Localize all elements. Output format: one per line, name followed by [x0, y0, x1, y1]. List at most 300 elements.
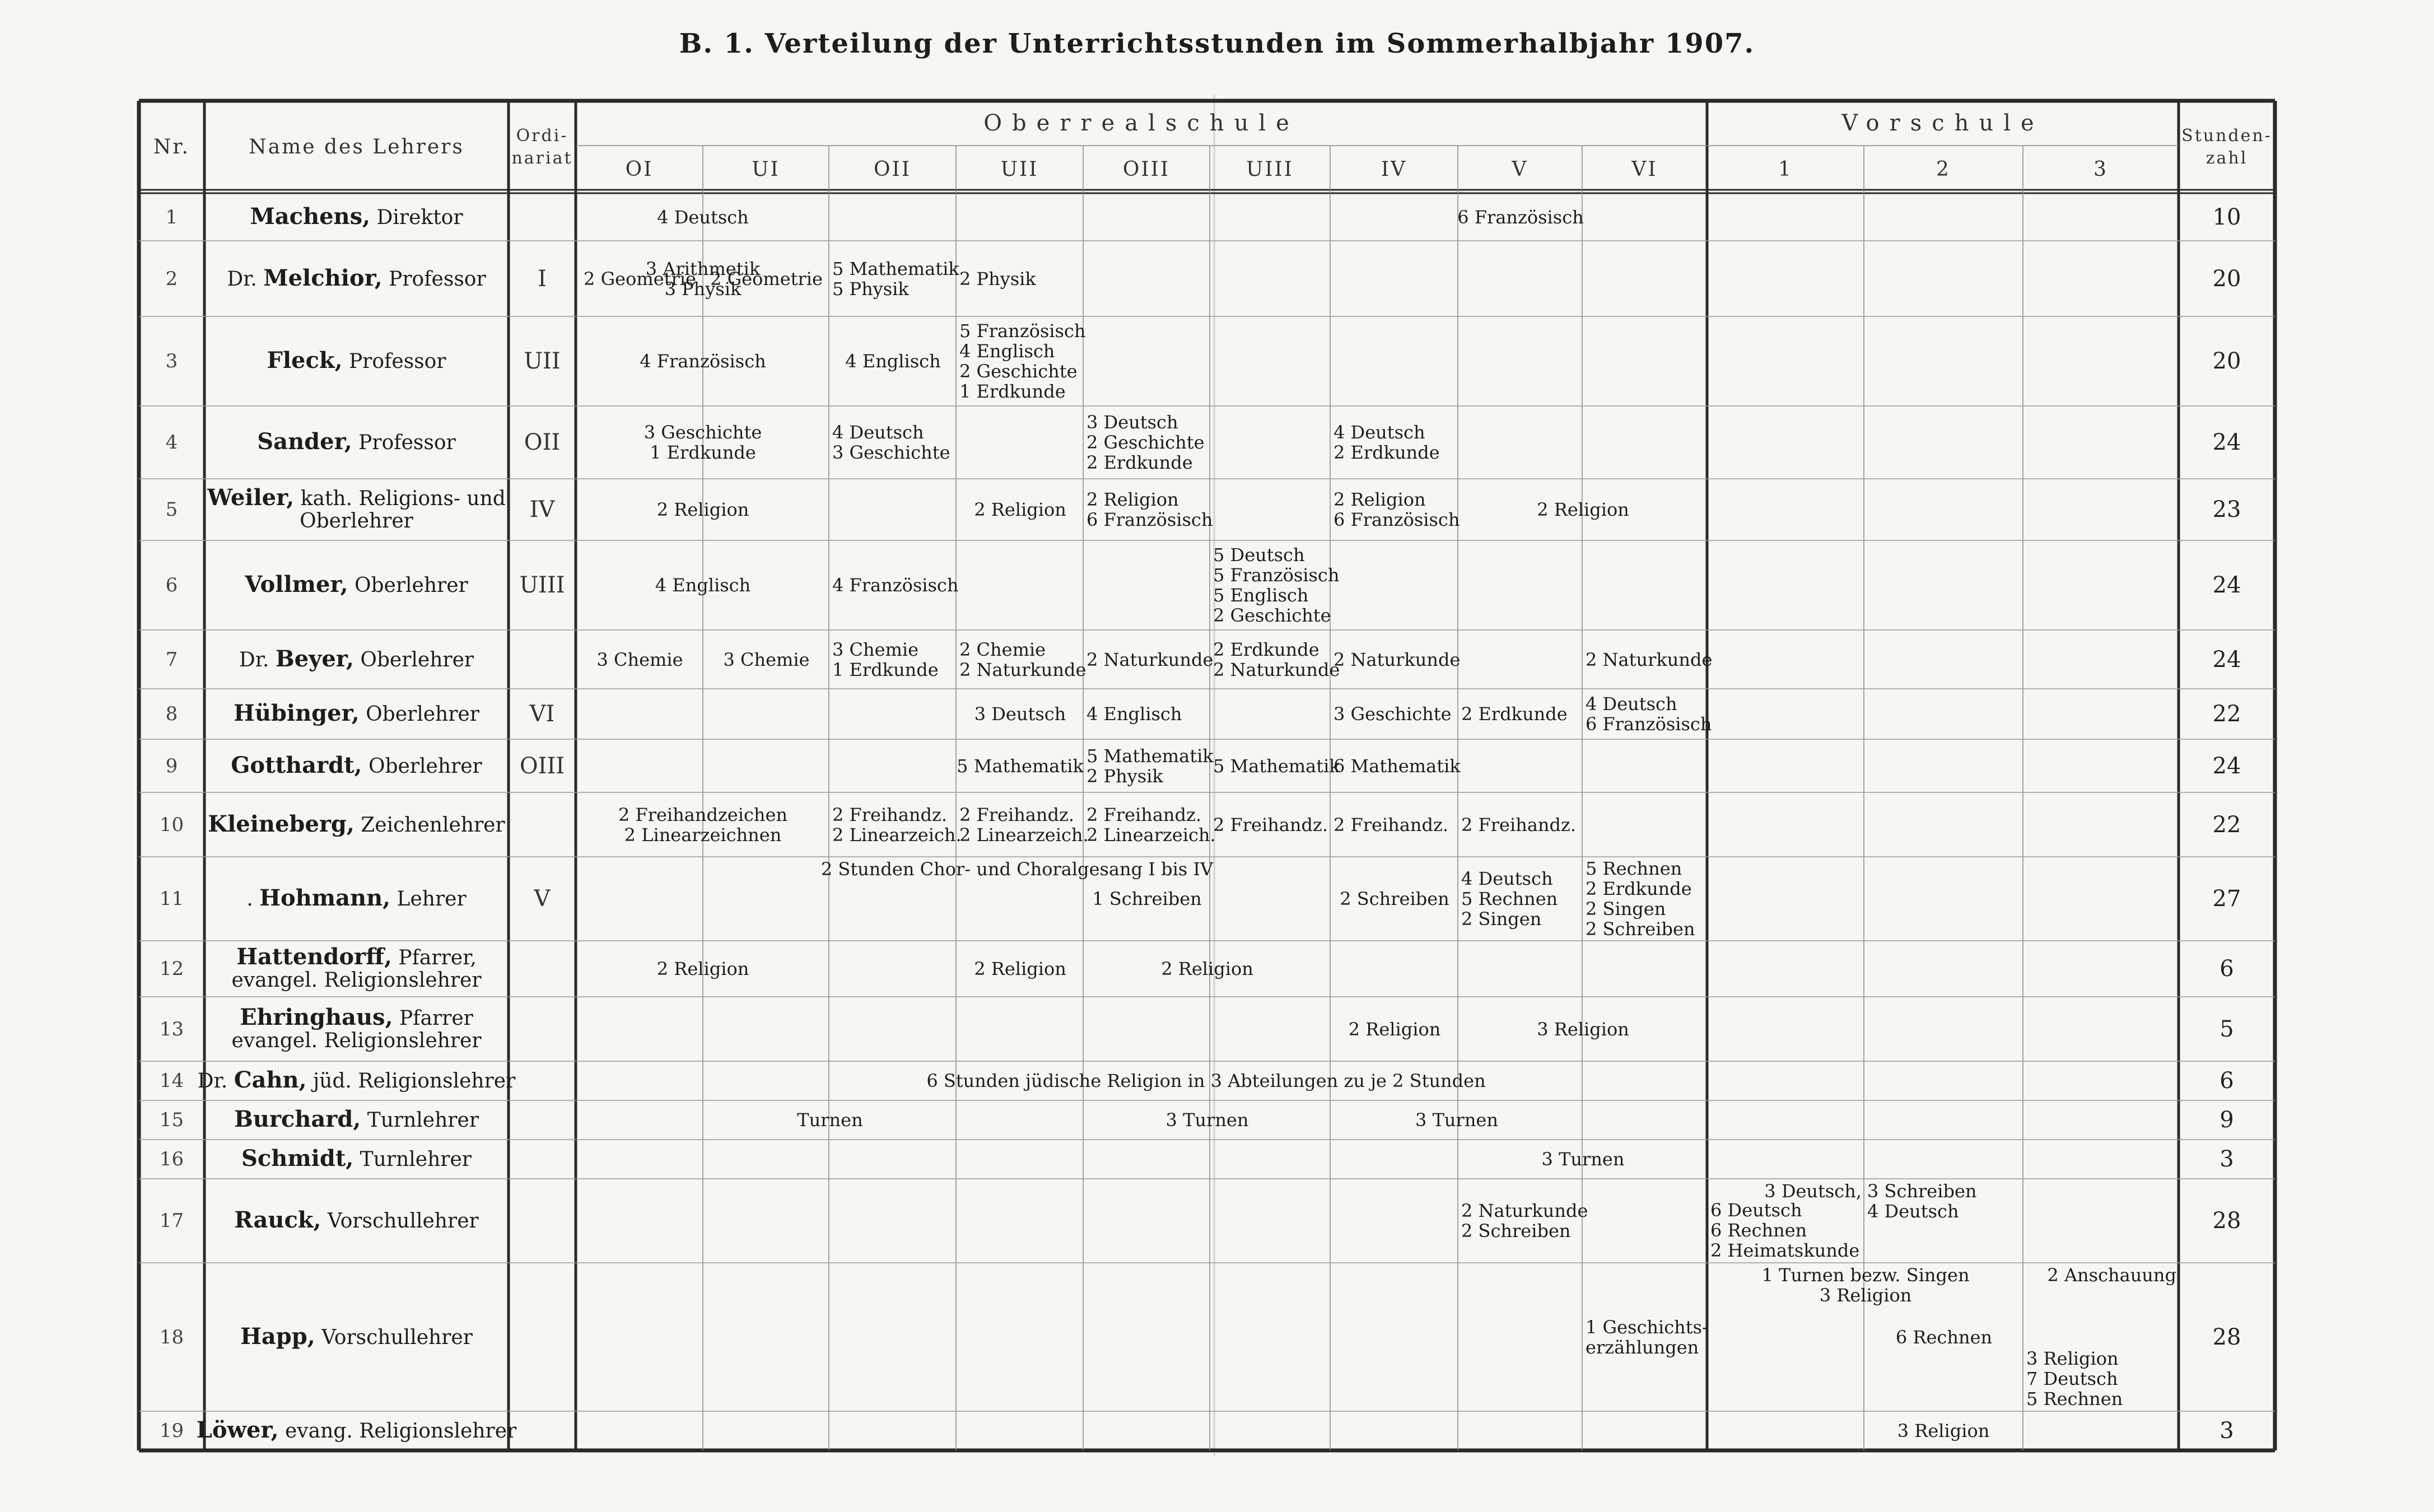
subject-line: 2 Freihandz.: [1213, 814, 1328, 836]
subject-line: 3 Religion: [1537, 1018, 1629, 1040]
subject-assignment: [706, 632, 827, 687]
subject-assignment: [1087, 1103, 1328, 1137]
subject-line: 2 Linearzeichnen: [624, 824, 782, 846]
subject-assignment: [1586, 859, 1705, 939]
row-number-value: 3: [165, 350, 178, 372]
subject-assignment: [1087, 859, 1207, 939]
subject-line: 5 Mathematik: [1213, 755, 1340, 777]
teacher-name: [204, 630, 509, 689]
teacher-surname: Schmidt,: [241, 1145, 354, 1172]
subject-line: 4 Englisch: [959, 340, 1055, 362]
row-number: [139, 540, 204, 630]
subject-line: 3 Chemie: [596, 648, 683, 670]
subject-assignment: [1461, 1142, 1705, 1177]
subject-assignment: [959, 319, 1086, 404]
subject-line: 2 Naturkunde: [1333, 648, 1461, 670]
header-class-label: 3: [2093, 157, 2108, 181]
stundenzahl: [2179, 193, 2275, 241]
teacher-name-line: [267, 349, 446, 373]
teacher-name-line: [197, 1419, 517, 1443]
stundenzahl: [2179, 857, 2275, 941]
header-class-label: UII: [1000, 157, 1039, 181]
subject-assignment: [1087, 741, 1214, 790]
subject-line: 2 Heimatskunde: [1710, 1240, 1860, 1261]
header-ordinariat-line: nariat: [511, 148, 573, 168]
teacher-surname: Cahn,: [234, 1067, 307, 1093]
subject-line: 1 Erdkunde: [959, 381, 1066, 402]
subject-line: 2 Erdkunde: [1213, 638, 1319, 660]
subject-line: 2 Chemie: [959, 638, 1046, 660]
subject-line: 6 Mathematik: [1333, 755, 1461, 777]
teacher-surname: Weiler,: [207, 484, 295, 511]
subject-assignment: [1333, 999, 1456, 1059]
teacher-name: [197, 1061, 516, 1100]
subject-line: 6 Rechnen: [1895, 1326, 1993, 1348]
row-number-value: 11: [159, 888, 184, 910]
subject-assignment: [832, 1063, 1580, 1098]
subject-line: 4 Deutsch: [1867, 1201, 1959, 1222]
header-ordinariat-line: Ordi-: [516, 125, 568, 146]
subject-line: 2 Erdkunde: [1586, 878, 1692, 899]
subject-assignment: [832, 408, 954, 477]
subject-assignment: [1867, 1181, 2021, 1261]
row-number-value: 8: [165, 703, 178, 725]
header-class-label: 2: [1936, 157, 1951, 181]
subject-assignment: [579, 1103, 1081, 1137]
stundenzahl-value: 24: [2212, 572, 2241, 598]
subject-line: 2 Naturkunde: [1586, 648, 1713, 670]
subject-assignment: [579, 319, 827, 404]
teacher-title: Oberlehrer: [360, 648, 474, 671]
ordinariat-value: UIII: [519, 572, 565, 598]
subject-assignment: [579, 481, 827, 538]
row-number-value: 17: [159, 1210, 184, 1232]
subject-assignment: [1087, 481, 1213, 538]
stundenzahl: [2179, 941, 2275, 997]
header-nr-label: Nr.: [153, 135, 190, 158]
subject-line: 2 Schreiben: [1461, 1220, 1571, 1242]
header-vorschule-class-2: [1864, 146, 2023, 193]
stundenzahl: [2179, 540, 2275, 630]
row-number: [139, 1411, 204, 1450]
stundenzahl-value: 3: [2219, 1418, 2234, 1444]
teacher-surname: Machens,: [250, 203, 371, 230]
subject-line: 3 Turnen: [1541, 1149, 1625, 1170]
subject-line: 2 Freihandz.: [959, 804, 1075, 825]
subject-line: 4 Englisch: [655, 575, 751, 596]
subject-line: 2 Religion: [656, 499, 749, 520]
subject-assignment: [1087, 795, 1216, 855]
subject-line: 2 Religion: [1348, 1018, 1441, 1040]
header-class-ui: [703, 146, 829, 193]
header-class-uiii: [1210, 146, 1330, 193]
subject-line: 2 Erdkunde: [1087, 452, 1193, 473]
teacher-name-line: [236, 946, 477, 969]
stundenzahl-value: 24: [2212, 646, 2241, 673]
subject-assignment: [1087, 632, 1214, 687]
stundenzahl-value: 28: [2212, 1324, 2241, 1350]
subject-assignment: [706, 243, 827, 314]
stundenzahl: [2179, 1100, 2275, 1140]
teacher-name-line: [234, 1108, 479, 1132]
teacher-surname: Gotthardt,: [231, 752, 362, 778]
subject-line: 2 Naturkunde: [1087, 648, 1214, 670]
subject-assignment: [959, 632, 1087, 687]
teacher-title: evang. Religionslehrer: [285, 1420, 517, 1443]
subject-line: 2 Religion: [974, 958, 1066, 979]
teacher-name-line: [246, 887, 466, 911]
teacher-name: [204, 406, 509, 479]
subject-line: 2 Freihandzeichen: [618, 804, 788, 825]
header-stundenzahl: [2179, 101, 2275, 193]
row-number-value: 9: [165, 754, 178, 777]
row-number-value: 15: [159, 1109, 184, 1131]
stundenzahl-value: 9: [2219, 1107, 2234, 1133]
teacher-surname: Burchard,: [234, 1106, 361, 1132]
stundenzahl-value: 6: [2219, 1068, 2234, 1094]
teacher-name: [204, 689, 509, 739]
subject-line: 6 Deutsch: [1710, 1200, 1802, 1221]
ordinariat: [509, 241, 576, 316]
subject-line: 2 Naturkunde: [1213, 659, 1340, 680]
teacher-title: kath. Religions- und: [300, 487, 506, 510]
teacher-surname: Sander,: [257, 428, 352, 455]
subject-assignment: [2026, 1265, 2176, 1409]
stundenzahl: [2179, 1263, 2275, 1411]
stundenzahl-value: 24: [2212, 430, 2241, 455]
subject-assignment: [1461, 795, 1580, 855]
teacher-name: [204, 241, 509, 316]
row-number: [139, 193, 204, 241]
subject-assignment: [959, 795, 1089, 855]
subject-assignment: [1586, 632, 1713, 687]
stundenzahl: [2179, 1140, 2275, 1179]
teacher-name: [204, 857, 509, 941]
header-class-oi: [576, 146, 703, 193]
row-number-value: 14: [159, 1070, 184, 1092]
ordinariat-value: I: [538, 265, 547, 292]
stundenzahl-value: 20: [2212, 265, 2241, 292]
subject-line: 5 Mathematik: [832, 258, 959, 279]
row-number: [139, 479, 204, 540]
teacher-title: Oberlehrer: [368, 754, 482, 778]
subject-assignment: [959, 943, 1081, 995]
subject-line: 3 Physik: [664, 278, 742, 300]
ordinariat: [509, 479, 576, 540]
teacher-name: [204, 739, 509, 792]
subject-assignment: [579, 795, 827, 855]
teacher-surname: Fleck,: [267, 347, 343, 374]
row-number-value: 13: [159, 1018, 184, 1040]
subject-line: 2 Religion: [656, 958, 749, 979]
subject-line: 2 Physik: [1087, 765, 1163, 787]
stundenzahl-value: 27: [2212, 886, 2241, 912]
subject-line: 2 Physik: [959, 268, 1036, 290]
subject-assignment: [1461, 999, 1705, 1059]
subject-line: 2 Linearzeich.: [959, 824, 1089, 846]
row-number-value: 18: [159, 1326, 184, 1348]
subject-line: 1 Erdkunde: [650, 442, 756, 463]
teacher-surname: Beyer,: [275, 645, 354, 672]
header-class-label: OI: [625, 157, 654, 181]
subject-line: 5 Französisch: [959, 320, 1086, 342]
subject-assignment: [1586, 691, 1712, 737]
header-vorschule: [1707, 101, 2179, 146]
subject-line: 2 Geometrie: [710, 268, 823, 290]
subject-line: 3 Religion: [2026, 1348, 2119, 1369]
header-class-vi: [1582, 146, 1707, 193]
subject-assignment: [1087, 943, 1328, 995]
header-vorschule-class-1: [1707, 146, 1864, 193]
teacher-name: [204, 540, 509, 630]
subject-line: 3 Turnen: [1165, 1109, 1249, 1131]
teacher-name-line: [227, 264, 486, 291]
teacher-name-line: [208, 810, 505, 837]
teacher-surname: Hattendorff,: [236, 944, 392, 970]
stundenzahl-value: 5: [2219, 1016, 2234, 1042]
subject-assignment: [1213, 632, 1340, 687]
subject-line: 6 Französisch: [1333, 509, 1460, 530]
teacher-surname: Löwer,: [196, 1417, 279, 1443]
row-number: [139, 630, 204, 689]
ordinariat-value: OII: [524, 430, 561, 455]
ordinariat-value: OIII: [519, 753, 565, 779]
header-oberrealschule-label: Oberrealschule: [983, 110, 1299, 136]
subject-line: 4 Deutsch: [657, 206, 749, 228]
row-number-value: 19: [159, 1420, 184, 1442]
header-class-label: 1: [1778, 157, 1793, 181]
subject-line: 6 Rechnen: [1710, 1220, 1807, 1241]
stundenzahl-value: 6: [2219, 956, 2234, 982]
teacher-title: Oberlehrer: [366, 703, 479, 726]
teacher-name-line: [240, 1323, 473, 1350]
teacher-name: [204, 193, 509, 241]
subject-assignment: [959, 243, 1081, 314]
subject-assignment: [1333, 408, 1456, 477]
ordinariat: [509, 857, 576, 941]
subject-assignment: [957, 741, 1084, 790]
teacher-name-line: [257, 428, 456, 455]
row-number: [139, 792, 204, 857]
subject-assignment: [1710, 1413, 2176, 1448]
subject-line: 3 Deutsch,: [1764, 1180, 1862, 1202]
stundenzahl: [2179, 406, 2275, 479]
subject-line: 2 Singen: [1461, 908, 1542, 930]
subject-line: 2 Schreiben: [1586, 918, 1695, 940]
row-number: [139, 739, 204, 792]
teacher-name: [204, 1100, 509, 1140]
subject-assignment: [579, 543, 827, 628]
subject-line: 1 Geschichts-: [1586, 1316, 1708, 1338]
subject-line: 3 Arithmetik: [645, 258, 761, 279]
subject-assignment: [1457, 195, 1584, 239]
stundenzahl-value: 22: [2212, 811, 2241, 838]
row-number-value: 10: [159, 813, 184, 836]
subject-line: 4 Deutsch: [1586, 693, 1677, 715]
subject-line: 1 Schreiben: [1092, 888, 1202, 909]
subject-line: 2 Linearzeich.: [1087, 824, 1216, 846]
subject-assignment: [1087, 691, 1207, 737]
subject-line: 2 Geschichte: [1213, 605, 1331, 626]
stundenzahl: [2179, 997, 2275, 1061]
teacher-surname: Melchior,: [263, 264, 383, 291]
stundenzahl: [2179, 739, 2275, 792]
subject-line: 6 Stunden jüdische Religion in 3 Abteilungen zu je 2 Stunden: [926, 1070, 1486, 1091]
ordinariat: [509, 630, 576, 689]
subject-assignment: [1087, 408, 1207, 477]
teacher-name-line: [234, 1209, 478, 1233]
subject-line: 2 Singen: [1586, 898, 1666, 920]
subject-line: 1 Turnen bezw. Singen: [1761, 1264, 1970, 1286]
subject-assignment: [1333, 691, 1456, 737]
teacher-title-line2: Oberlehrer: [300, 510, 413, 533]
teacher-surname: Vollmer,: [245, 571, 348, 598]
subject-assignment: [1333, 1103, 1580, 1137]
subject-line: 3 Deutsch: [1087, 412, 1178, 433]
subject-assignment: [959, 481, 1081, 538]
row-number-value: 16: [159, 1148, 184, 1170]
teacher-name-line: [245, 573, 468, 597]
subject-line: 5 Mathematik: [957, 755, 1084, 777]
ordinariat: [509, 540, 576, 630]
subject-line: 5 Physik: [832, 278, 909, 300]
teacher-title: Turnlehrer: [360, 1148, 472, 1171]
subject-line: 7 Deutsch: [2026, 1368, 2118, 1389]
ordinariat: [509, 1061, 576, 1100]
subject-assignment: [1213, 795, 1328, 855]
subject-line: 5 Englisch: [1213, 585, 1309, 606]
row-number-value: 2: [165, 267, 178, 290]
stundenzahl: [2179, 1179, 2275, 1263]
subject-line: 5 Rechnen: [1461, 888, 1558, 909]
teacher-surname: Rauck,: [234, 1207, 321, 1233]
row-number: [139, 406, 204, 479]
ordinariat-value: V: [534, 886, 551, 912]
stundenzahl-value: 23: [2212, 497, 2241, 522]
row-number-value: 7: [165, 648, 178, 671]
teacher-title-line2: evangel. Religionslehrer: [231, 969, 482, 992]
subject-assignment: [706, 859, 1328, 939]
subject-line: 3 Geschichte: [832, 442, 950, 463]
header-ordinariat: [509, 101, 576, 193]
teacher-surname: Kleineberg,: [208, 810, 355, 837]
teacher-name: [204, 1140, 509, 1179]
subject-line: 2 Linearzeich.: [832, 824, 962, 846]
stundenzahl: [2179, 630, 2275, 689]
header-name-label: Name des Lehrers: [249, 135, 464, 158]
ordinariat: [509, 792, 576, 857]
stundenzahl: [2179, 689, 2275, 739]
stundenzahl: [2179, 316, 2275, 406]
subject-assignment: [579, 243, 701, 314]
subject-line: 4 Deutsch: [1461, 868, 1553, 889]
ordinariat: [509, 1411, 576, 1450]
header-class-oii: [829, 146, 956, 193]
ordinariat-value: IV: [529, 497, 555, 522]
subject-line: 6 Französisch: [1457, 206, 1584, 228]
row-number: [139, 857, 204, 941]
teacher-title: Oberlehrer: [354, 574, 468, 597]
subject-line: 4 Französisch: [640, 351, 766, 372]
teacher-name: [204, 1263, 509, 1411]
stundenzahl-value: 3: [2219, 1146, 2234, 1172]
subject-assignment: [579, 943, 827, 995]
subject-assignment: [832, 319, 954, 404]
teacher-title: Professor: [348, 350, 446, 373]
header-name: [204, 101, 509, 193]
subject-assignment: [1461, 481, 1705, 538]
teacher-name: [204, 997, 509, 1061]
subject-line: 3 Chemie: [723, 648, 810, 670]
subject-line: 4 Deutsch: [1333, 422, 1425, 443]
subject-assignment: [1333, 795, 1456, 855]
subject-line: 2 Anschauung: [2047, 1264, 2176, 1286]
header-vorschule-class-3: [2023, 146, 2179, 193]
subject-line: 2 Freihandz.: [1333, 814, 1449, 836]
row-number: [139, 1140, 204, 1179]
ordinariat: [509, 997, 576, 1061]
subject-assignment: [832, 543, 959, 628]
subject-line: 1 Erdkunde: [832, 659, 939, 680]
subject-line: 2 Religion: [1161, 958, 1253, 979]
header-stundenzahl-line: zahl: [2205, 148, 2248, 168]
teacher-title: Direktor: [376, 206, 463, 229]
teacher-name: [204, 479, 509, 540]
row-number: [139, 941, 204, 997]
subject-line: 2 Religion: [974, 499, 1066, 520]
subject-assignment: [1461, 859, 1580, 939]
subject-line: 3 Turnen: [1415, 1109, 1498, 1131]
subject-line: 5 Rechnen: [1586, 858, 1682, 879]
subject-line: 3 Religion: [1819, 1285, 1912, 1306]
subject-assignment: [832, 243, 959, 314]
teacher-title: jüd. Religionslehrer: [313, 1070, 516, 1093]
subject-assignment: [959, 691, 1081, 737]
subject-line: 2 Stunden Chor- und Choralgesang I bis IV: [820, 858, 1214, 880]
row-number: [139, 997, 204, 1061]
header-class-uii: [956, 146, 1083, 193]
header-vorschule-label: Vorschule: [1841, 110, 2044, 136]
teacher-name-line: [198, 1069, 516, 1093]
teacher-prefix: .: [246, 888, 260, 911]
stundenzahl: [2179, 1061, 2275, 1100]
header-class-label: UI: [752, 157, 780, 181]
ordinariat: [509, 193, 576, 241]
subject-line: 5 Mathematik: [1087, 745, 1214, 767]
subject-assignment: [579, 632, 701, 687]
subject-assignment: [1586, 1265, 1708, 1409]
subject-assignment: [1333, 632, 1461, 687]
subject-line: 2 Religion: [1537, 499, 1629, 520]
subject-line: 2 Erdkunde: [1333, 442, 1440, 463]
teacher-name: [196, 1411, 517, 1450]
row-number: [139, 241, 204, 316]
row-number-value: 12: [159, 958, 184, 980]
teacher-surname: Hübinger,: [234, 700, 360, 726]
subject-line: 2 Freihandz.: [1461, 814, 1577, 836]
subject-line: 6 Französisch: [1586, 713, 1712, 735]
header-class-label: IV: [1381, 157, 1407, 181]
row-number: [139, 1100, 204, 1140]
row-number-value: 5: [165, 498, 178, 521]
subject-assignment: [1213, 543, 1340, 628]
subject-line: 3 Schreiben: [1867, 1180, 1977, 1202]
header-class-v: [1458, 146, 1582, 193]
row-number-value: 1: [165, 206, 178, 228]
teacher-surname: Happ,: [240, 1323, 315, 1350]
subject-line: erzählungen: [1586, 1336, 1699, 1358]
subject-line: 3 Geschichte: [1333, 703, 1452, 725]
